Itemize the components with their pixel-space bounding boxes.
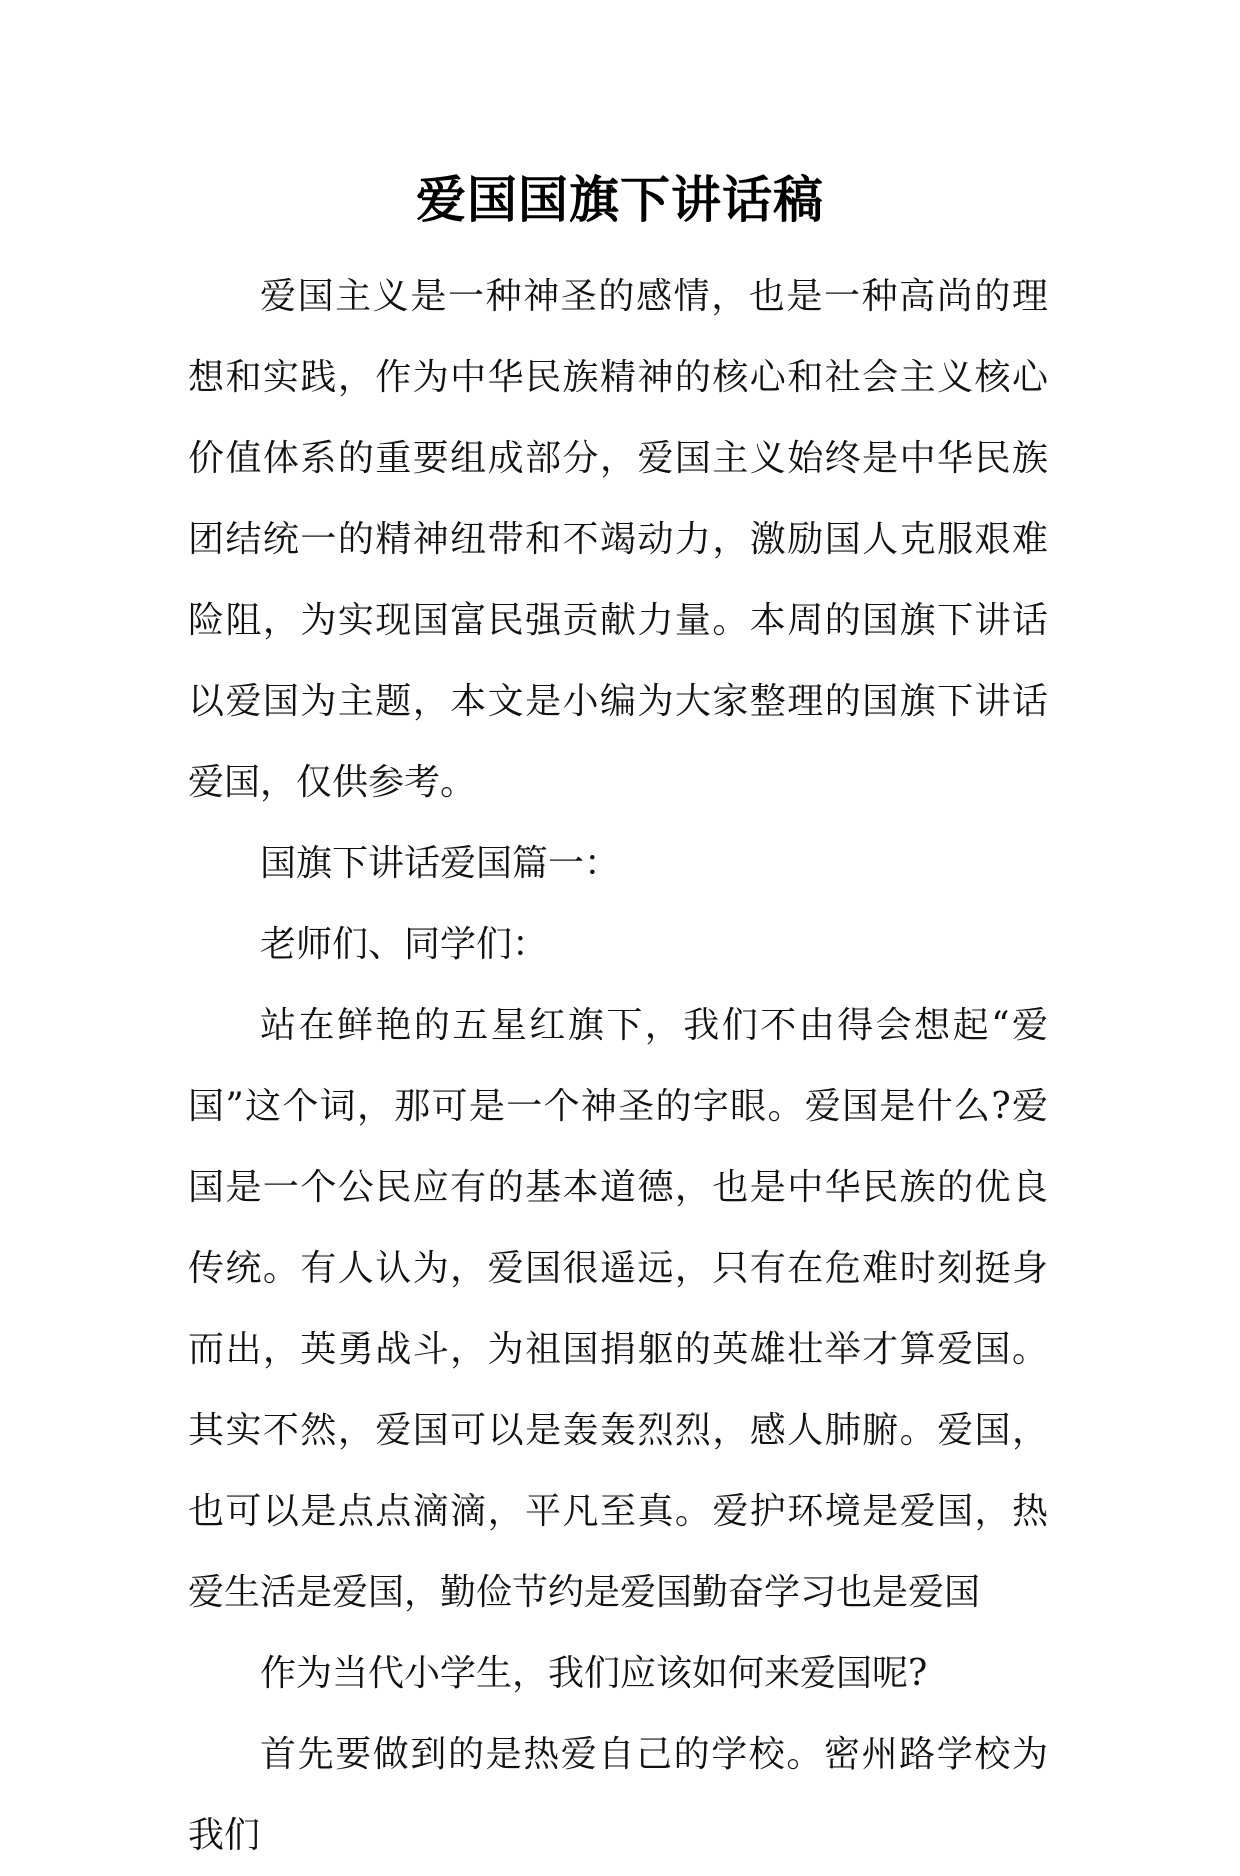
paragraph-intro: 爱国主义是一种神圣的感情，也是一种高尚的理想和实践，作为中华民族精神的核心和社会主义核心价值体系的重要组成部分，爱国主义始终是中华民族团结统一的精神纽带和不竭动力，激励国人克服艰难险阻，为实现国富民强贡献力量。本周的国旗下讲话以爱国为主题，本文是小编为大家整理的国旗下讲话爱国，仅供参考。: [188, 276, 1048, 803]
paragraph-question: 作为当代小学生，我们应该如何来爱国呢?: [260, 1653, 928, 1694]
document-title: 爱国国旗下讲话稿: [416, 171, 824, 229]
document-body: [188, 256, 1048, 1876]
paragraph-school: 首先要做到的是热爱自己的学校。密州路学校为我们: [188, 1734, 1048, 1856]
paragraph-salutation: 老师们、同学们：: [260, 924, 549, 965]
paragraph-flag-patriotism: 站在鲜艳的五星红旗下，我们不由得会想起“爱国”这个词，那可是一个神圣的字眼。爱国是什么?爱国是一个公民应有的基本道德，也是中华民族的优良传统。有人认为，爱国很遥远，只有在危难时刻挺身而出，英勇战斗，为祖国捐躯的英雄壮举才算爱国。其实不然，爱国可以是轰轰烈烈，感人肺腑。爱国，也可以是点点滴滴，平凡至真。爱护环境是爱国，热爱生活是爱国，勤俭节约是爱国勤奋学习也是爱国: [188, 1005, 1048, 1613]
paragraph-section-heading: 国旗下讲话爱国篇一：: [260, 843, 621, 884]
